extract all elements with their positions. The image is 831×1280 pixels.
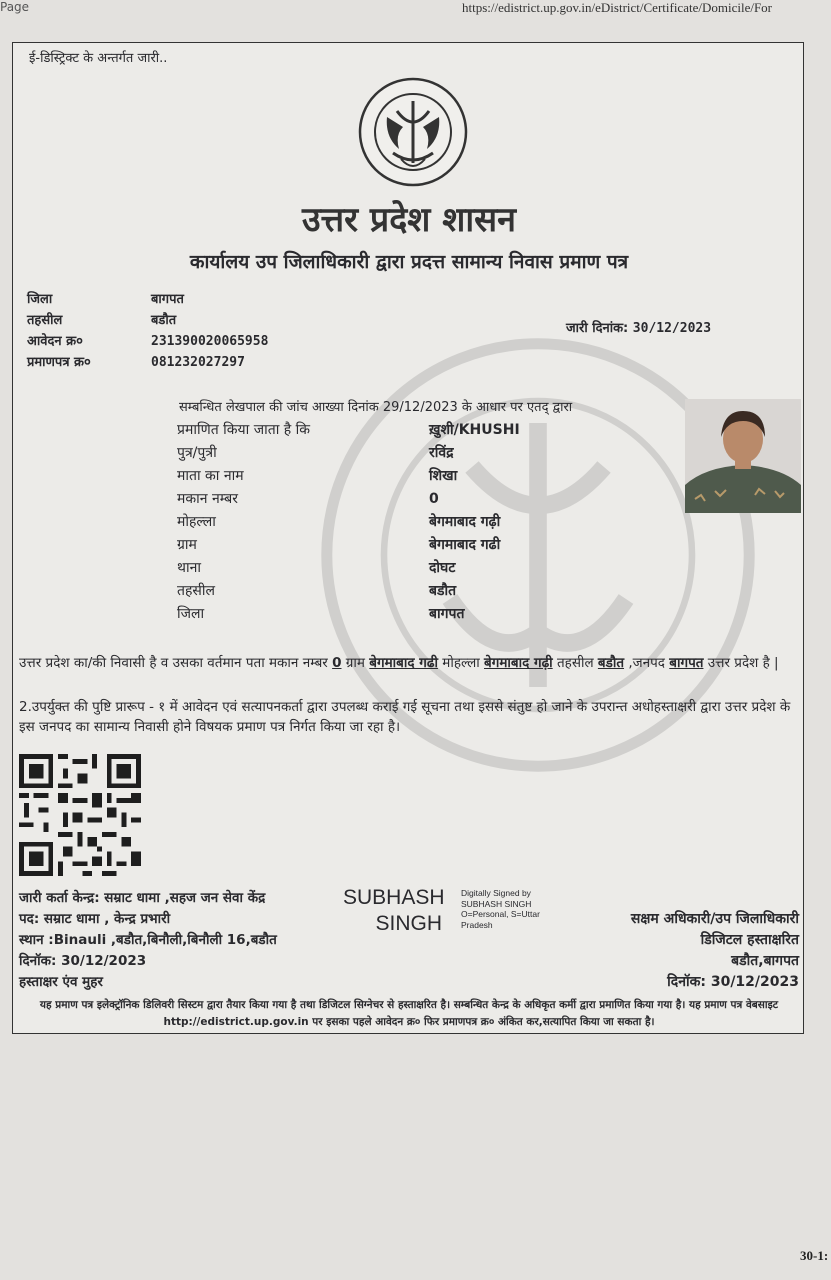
para1-text-6: उत्तर प्रदेश है | bbox=[703, 655, 779, 671]
residence-paragraph bbox=[19, 653, 799, 673]
meta-label-certificate-no: प्रमाणपत्र क्र० bbox=[27, 355, 91, 370]
field-label-certified: प्रमाणित किया जाता है कि bbox=[177, 422, 311, 438]
field-value-father: रविंद्र bbox=[429, 445, 454, 461]
verification-paragraph: 2.उपर्युक्त की पुष्टि प्रारूप - १ में आवेदन एवं सत्यापनकर्ता द्वारा उपलब्ध कराई गई सूचना तथा इससे संतुष्ट हो जाने के उपरान्त अधोहस्ताक्षरी द्वारा उत्तर प्रदेश के इस जनपद का सामान्य निवासी होने विषयक प्रमाण पत्र निर्गत किया जा रहा है। bbox=[19, 699, 791, 735]
header-note: ई-डिस्ट्रिक्ट के अन्तर्गत जारी.. bbox=[29, 51, 168, 66]
para1-house-no: 0 bbox=[332, 655, 342, 671]
issue-date bbox=[566, 318, 711, 336]
print-url: https://edistrict.up.gov.in/eDistrict/Certificate/Domicile/For bbox=[462, 0, 773, 15]
issuer-sign-seal: हस्ताक्षर एंव मुहर bbox=[19, 974, 103, 990]
meta-values bbox=[151, 289, 268, 373]
authority-block bbox=[569, 909, 799, 993]
field-value-mother: शिखा bbox=[429, 468, 458, 484]
issuer-block bbox=[19, 888, 277, 993]
page-footer-date: 30-1: bbox=[800, 1248, 829, 1263]
meta-value-tehsil: बडौत bbox=[151, 313, 177, 328]
para1-tehsil: बडौत bbox=[597, 655, 625, 671]
field-label-mother: माता का नाम bbox=[177, 468, 244, 484]
up-government-emblem bbox=[357, 77, 469, 187]
issuer-post: पद: सम्राट धामा , केन्द्र प्रभारी bbox=[19, 911, 171, 927]
certificate-subtitle: कार्यालय उप जिलाधिकारी द्वारा प्रदत्त सामान्य निवास प्रमाण पत्र bbox=[189, 251, 629, 273]
field-value-house-no: 0 bbox=[429, 491, 439, 507]
page-corner-label: Page bbox=[0, 0, 30, 14]
meta-label-tehsil: तहसील bbox=[27, 313, 63, 328]
signature-note-line: SUBHASH SINGH bbox=[461, 898, 532, 909]
authority-digitally-signed: डिजिटल हस्ताक्षरित bbox=[700, 932, 799, 948]
field-value-village: बेगमाबाद गढी bbox=[429, 537, 501, 553]
digital-signature-note bbox=[461, 888, 540, 930]
meta-value-application-no: 231390020065958 bbox=[151, 334, 269, 349]
intro-line: सम्बन्धित लेखपाल की जांच आख्या दिनांक 29/12/2023 के आधार पर एतद् द्वारा bbox=[179, 400, 573, 415]
disclaimer: यह प्रमाण पत्र इलेक्ट्रॉनिक डिलिवरी सिस्टम द्वारा तैयार किया गया है तथा डिजिटल सिग्नेचर से हस्ताक्षरित है। सम्बन्धित केन्द्र के अधिकृत कर्मी द्वारा प्रमाणित किया गया है। यह प्रमाण पत्र वेबसाइट http://edistrict.up.gov.in पर इसका पहले आवेदन क्र० फिर प्रमाणपत्र क्र० अंकित कर,सत्यापित किया जा सकता है। bbox=[39, 999, 779, 1028]
field-value-mohalla: बेगमाबाद गढ़ी bbox=[429, 514, 501, 530]
issue-date-value: 30/12/2023 bbox=[632, 321, 712, 336]
para1-village: बेगमाबाद गढी bbox=[369, 655, 438, 671]
signature-note-line: Pradesh bbox=[461, 919, 493, 930]
field-values bbox=[429, 419, 520, 626]
certificate-title: उत्तर प्रदेश शासन bbox=[301, 200, 516, 240]
field-value-police-station: दोघट bbox=[429, 560, 456, 576]
meta-label-district: जिला bbox=[27, 292, 53, 307]
para1-mohalla: बेगमाबाद गढ़ी bbox=[484, 655, 553, 671]
para1-district: बागपत bbox=[669, 655, 704, 671]
qr-code bbox=[19, 753, 141, 877]
para1-text-3: मोहल्ला bbox=[437, 655, 485, 671]
field-label-police-station: थाना bbox=[177, 560, 201, 576]
meta-value-certificate-no: 081232027297 bbox=[151, 355, 245, 370]
domicile-certificate bbox=[12, 42, 804, 1034]
field-label-tehsil: तहसील bbox=[177, 583, 215, 599]
issuer-place: स्थान :Binauli ,बडौत,बिनौली,बिनौली 16,बडौत bbox=[19, 932, 277, 948]
field-label-district: जिला bbox=[177, 606, 205, 622]
field-label-mohalla: मोहल्ला bbox=[177, 514, 216, 530]
authority-location: बडौत,बागपत bbox=[731, 953, 799, 969]
meta-value-district: बागपत bbox=[151, 292, 184, 307]
meta-labels bbox=[27, 289, 91, 373]
field-value-tehsil: बडौत bbox=[429, 583, 457, 599]
para1-text-1: उत्तर प्रदेश का/की निवासी है व उसका वर्तमान पता मकान नम्बर bbox=[19, 655, 333, 671]
authority-title: सक्षम अधिकारी/उप जिलाधिकारी bbox=[630, 911, 799, 927]
field-label-village: ग्राम bbox=[177, 537, 197, 553]
signature-note-line: Digitally Signed by bbox=[461, 888, 531, 898]
para1-text-2: ग्राम bbox=[341, 655, 370, 671]
field-labels bbox=[177, 419, 310, 626]
field-label-son-daughter: पुत्र/पुत्री bbox=[177, 445, 217, 461]
authority-date: दिनॉक: 30/12/2023 bbox=[667, 974, 799, 990]
issuer-date: दिनॉक: 30/12/2023 bbox=[19, 953, 147, 969]
issuer-centre: जारी कर्ता केन्द्र: सम्राट धामा ,सहज जन सेवा केंद्र bbox=[19, 890, 266, 906]
meta-label-application-no: आवेदन क्र० bbox=[27, 334, 83, 349]
field-label-house-no: मकान नम्बर bbox=[177, 491, 239, 507]
para1-text-5: ,जनपद bbox=[624, 655, 670, 671]
para1-text-4: तहसील bbox=[552, 655, 598, 671]
signature-note-line: O=Personal, S=Uttar bbox=[461, 909, 540, 919]
signature-name-line-1: SUBHASH bbox=[343, 886, 445, 909]
digital-signature-name bbox=[343, 885, 445, 937]
field-value-name: ख़ुशी/KHUSHI bbox=[429, 422, 520, 438]
issue-date-label: जारी दिनांक: bbox=[566, 321, 629, 336]
applicant-photo bbox=[685, 399, 801, 513]
field-value-district: बागपत bbox=[429, 606, 465, 622]
signature-name-line-2: SINGH bbox=[375, 912, 443, 935]
